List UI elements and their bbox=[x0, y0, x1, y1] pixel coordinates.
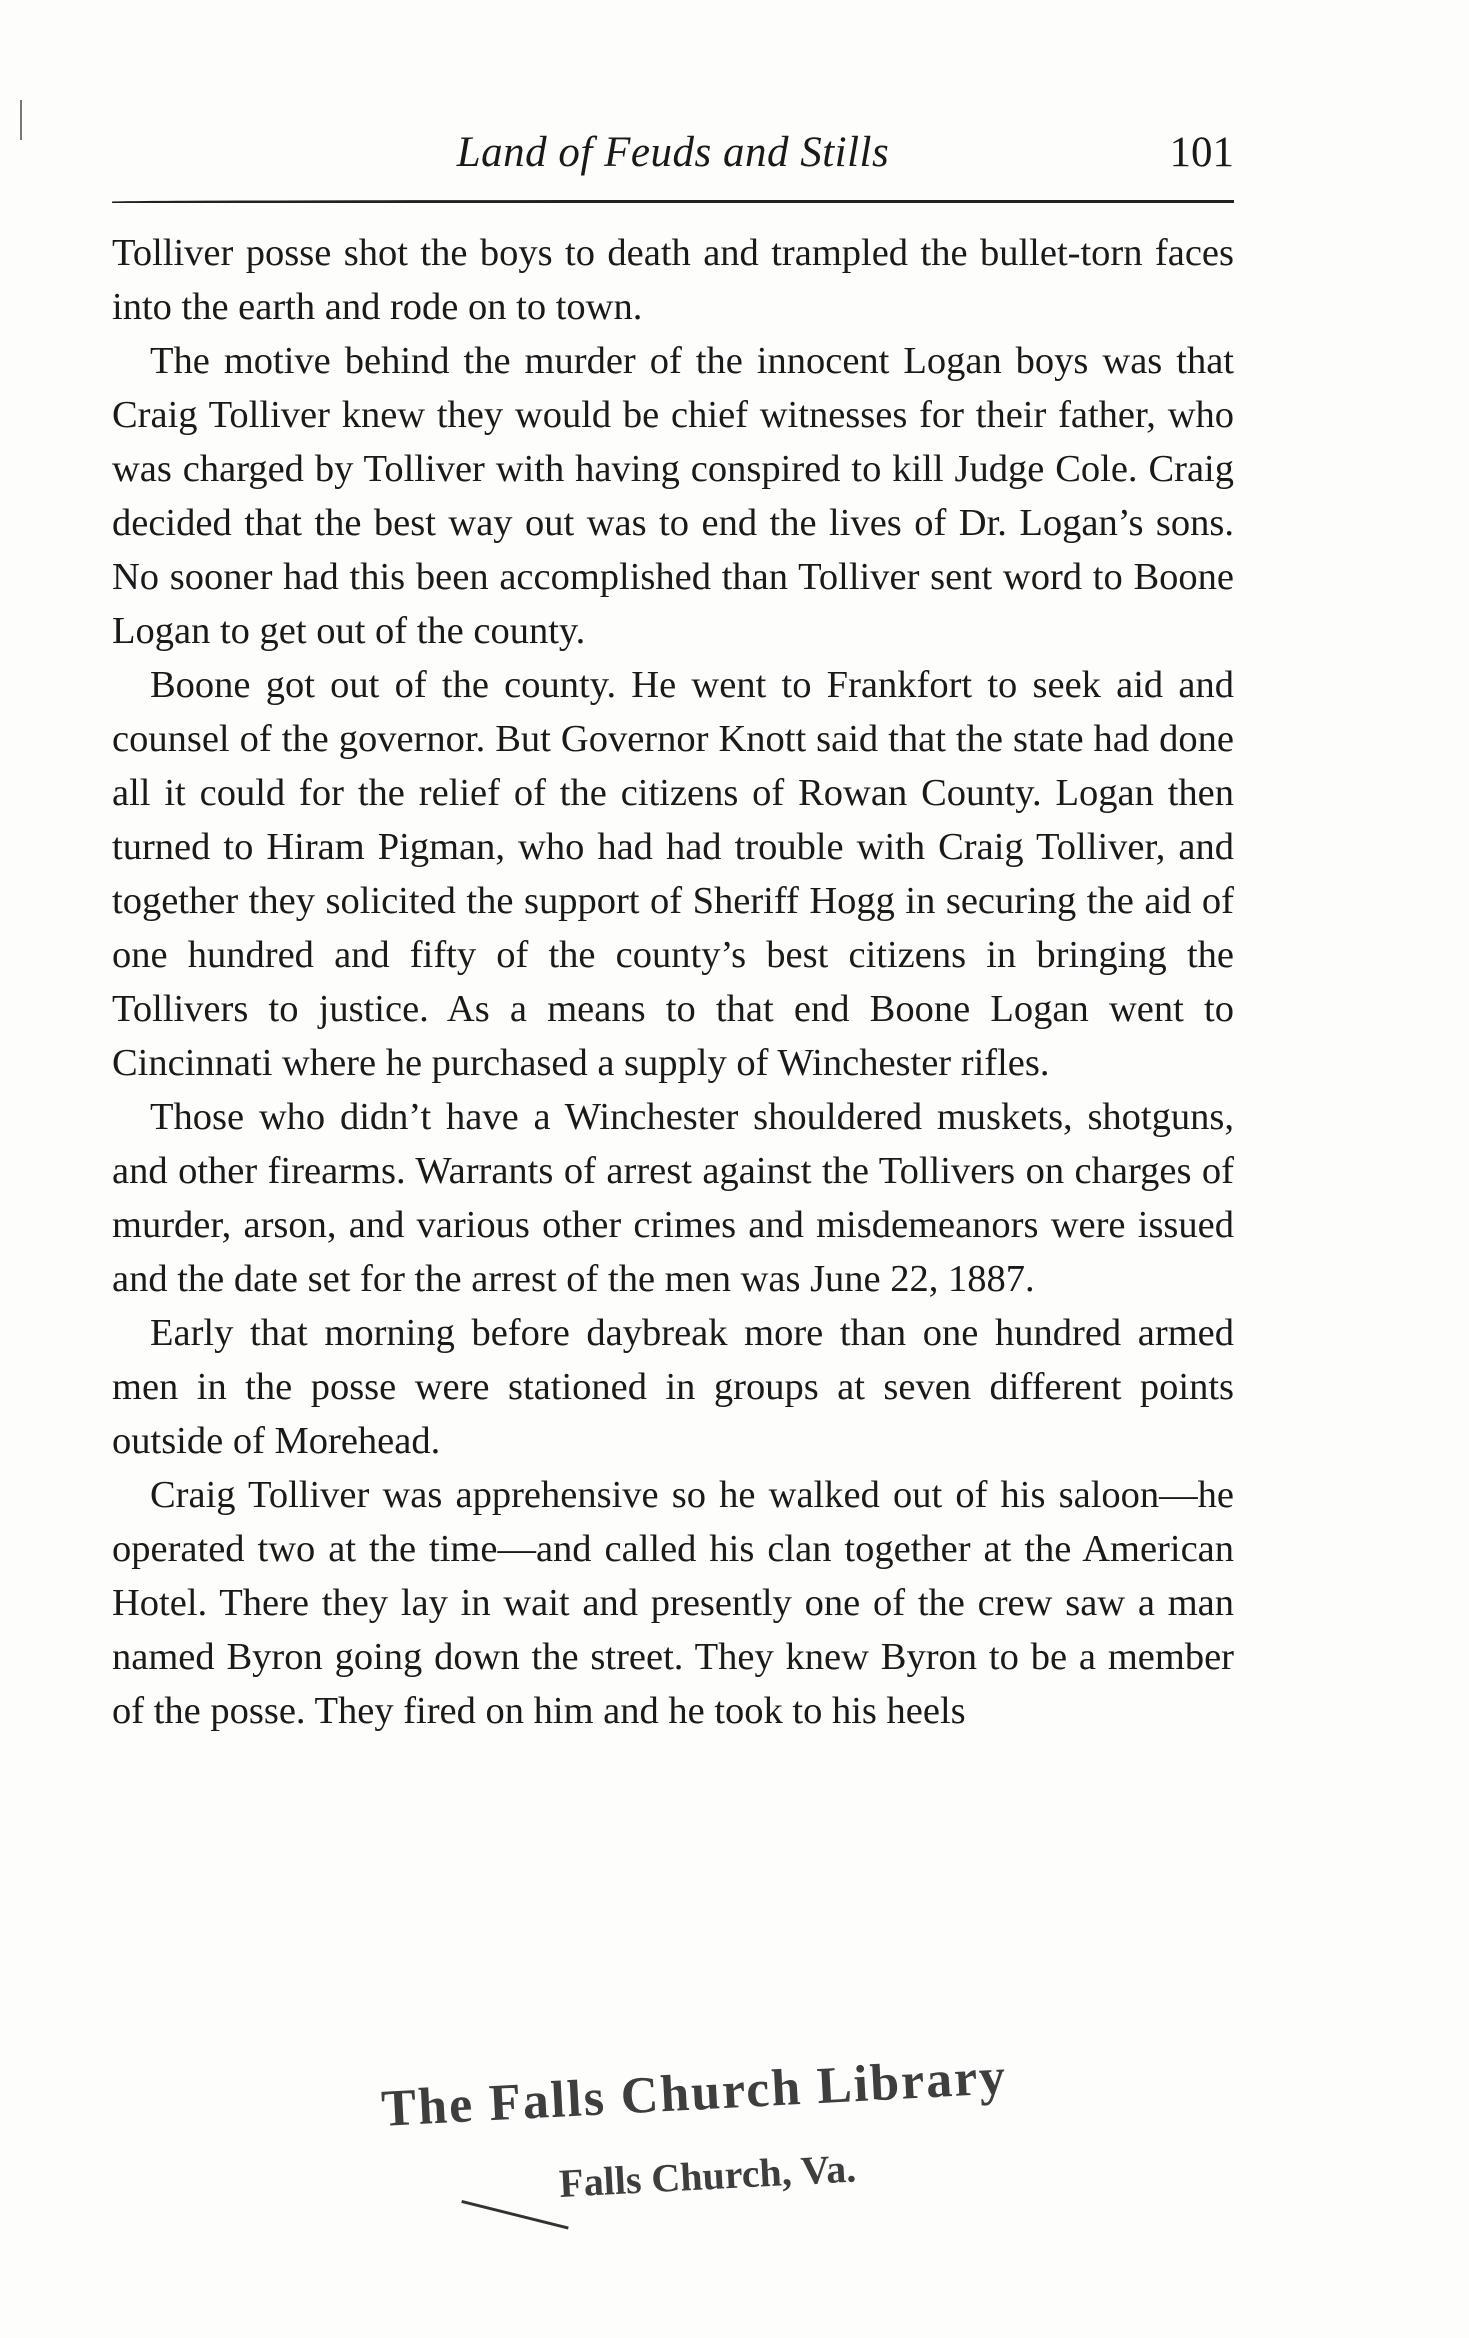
margin-mark bbox=[20, 100, 22, 140]
page-number: 101 bbox=[1169, 129, 1234, 176]
paragraph: Tolliver posse shot the boys to death and trampled the bullet-torn faces into the earth and rode on to town. bbox=[112, 232, 1234, 328]
paragraph: The motive behind the murder of the innocent Logan boys was that Craig Tolliver knew they would be chief witnesses for their father, who was charged by Tolliver with having conspired to kill Judge Cole. Craig decided that the best way out was to end the lives of Dr. Logan’s sons. No sooner had this been accomplished than Tolliver sent word to Boone Logan to get out of the county. bbox=[112, 340, 1234, 652]
paragraph: Craig Tolliver was apprehensive so he walked out of his saloon—he operated two at the time—and called his clan together at the American Hotel. There they lay in wait and presently one of the crew saw a man named Byron going down the street. They knew Byron to be a member of the posse. They fired on him and he took to his heels bbox=[112, 1474, 1234, 1732]
stamp-dash bbox=[461, 2200, 568, 2230]
body-text bbox=[112, 226, 1234, 1738]
running-title: Land of Feuds and Stills bbox=[456, 129, 890, 176]
paragraph: Boone got out of the county. He went to Frankfort to seek aid and counsel of the governor. But Governor Knott said that the state had done all it could for the relief of the citizens of Rowan County. Logan then turned to Hiram Pigman, who had had trouble with Craig Tolliver, and together they solicited the support of Sheriff Hogg in securing the aid of one hundred and fifty of the county’s best citizens in bringing the Tollivers to justice. As a means to that end Boone Logan went to Cincinnati where he purchased a supply of Winchester rifles. bbox=[112, 664, 1234, 1084]
stamp-location: Falls Church, Va. bbox=[558, 2145, 858, 2206]
page-header bbox=[112, 118, 1234, 188]
header-rule bbox=[112, 200, 1234, 203]
paragraph: Those who didn’t have a Winchester shouldered muskets, shotguns, and other firearms. Warrants of arrest against the Tollivers on charges of murder, arson, and various other crimes and misdemeanors were issued and the date set for the arrest of the men was June 22, 1887. bbox=[112, 1096, 1234, 1300]
stamp-library-name: The Falls Church Library bbox=[380, 2048, 1009, 2138]
paragraph: Early that morning before daybreak more than one hundred armed men in the posse were stationed in groups at seven different points outside of Morehead. bbox=[112, 1312, 1234, 1462]
library-stamp bbox=[380, 2048, 1140, 2280]
